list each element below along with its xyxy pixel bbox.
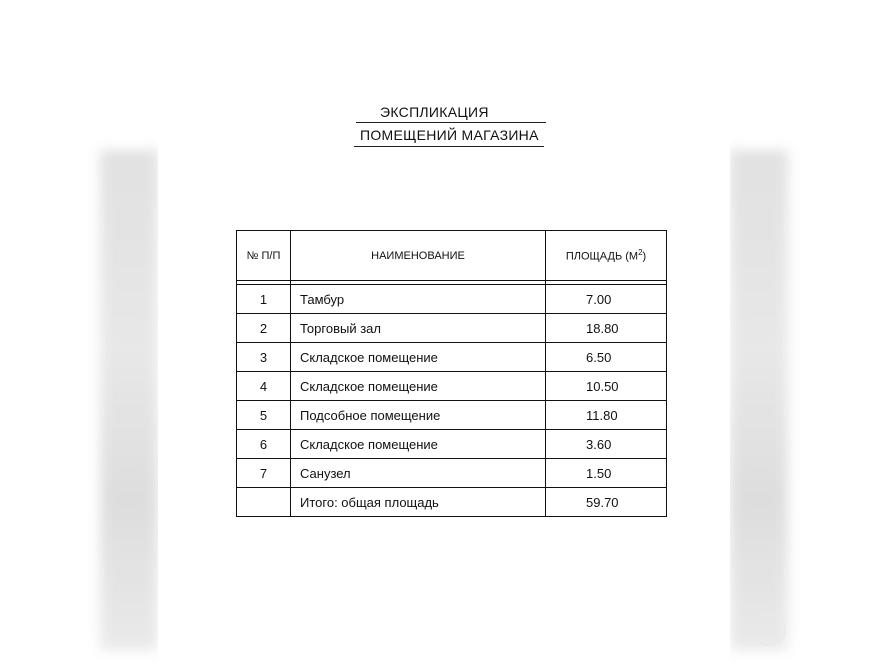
row-num: 7	[237, 459, 291, 488]
title-underline-1	[356, 122, 546, 123]
row-name: Складское помещение	[291, 343, 546, 372]
blurred-background-right	[730, 150, 788, 650]
table-row	[237, 401, 667, 430]
row-num: 2	[237, 314, 291, 343]
row-name: Торговый зал	[291, 314, 546, 343]
table-row	[237, 285, 667, 314]
table-row	[237, 314, 667, 343]
row-area: 10.50	[546, 372, 667, 401]
table-row	[237, 430, 667, 459]
row-area: 18.80	[546, 314, 667, 343]
blurred-background-left	[100, 150, 158, 650]
header-num: № П/П	[237, 231, 291, 281]
row-num: 3	[237, 343, 291, 372]
title-underline-2	[354, 146, 544, 147]
row-num: 5	[237, 401, 291, 430]
table-row	[237, 459, 667, 488]
row-name: Тамбур	[291, 285, 546, 314]
total-name: Итого: общая площадь	[291, 488, 546, 517]
explication-table	[236, 230, 667, 517]
header-name: НАИМЕНОВАНИЕ	[291, 231, 546, 281]
row-area: 6.50	[546, 343, 667, 372]
row-name: Складское помещение	[291, 372, 546, 401]
total-area: 59.70	[546, 488, 667, 517]
table-row	[237, 372, 667, 401]
header-area: ПЛОЩАДЬ $(М^2)$	[546, 231, 667, 281]
row-area: 11.80	[546, 401, 667, 430]
row-name: Подсобное помещение	[291, 401, 546, 430]
row-num: 1	[237, 285, 291, 314]
table-row	[237, 343, 667, 372]
row-area: 3.60	[546, 430, 667, 459]
table-total-row	[237, 488, 667, 517]
row-name: Санузел	[291, 459, 546, 488]
row-num: 6	[237, 430, 291, 459]
total-num	[237, 488, 291, 517]
table-header-row	[237, 231, 667, 281]
row-area: 7.00	[546, 285, 667, 314]
row-name: Складское помещение	[291, 430, 546, 459]
watermark-logo-icon	[752, 612, 786, 646]
row-area: 1.50	[546, 459, 667, 488]
row-num: 4	[237, 372, 291, 401]
